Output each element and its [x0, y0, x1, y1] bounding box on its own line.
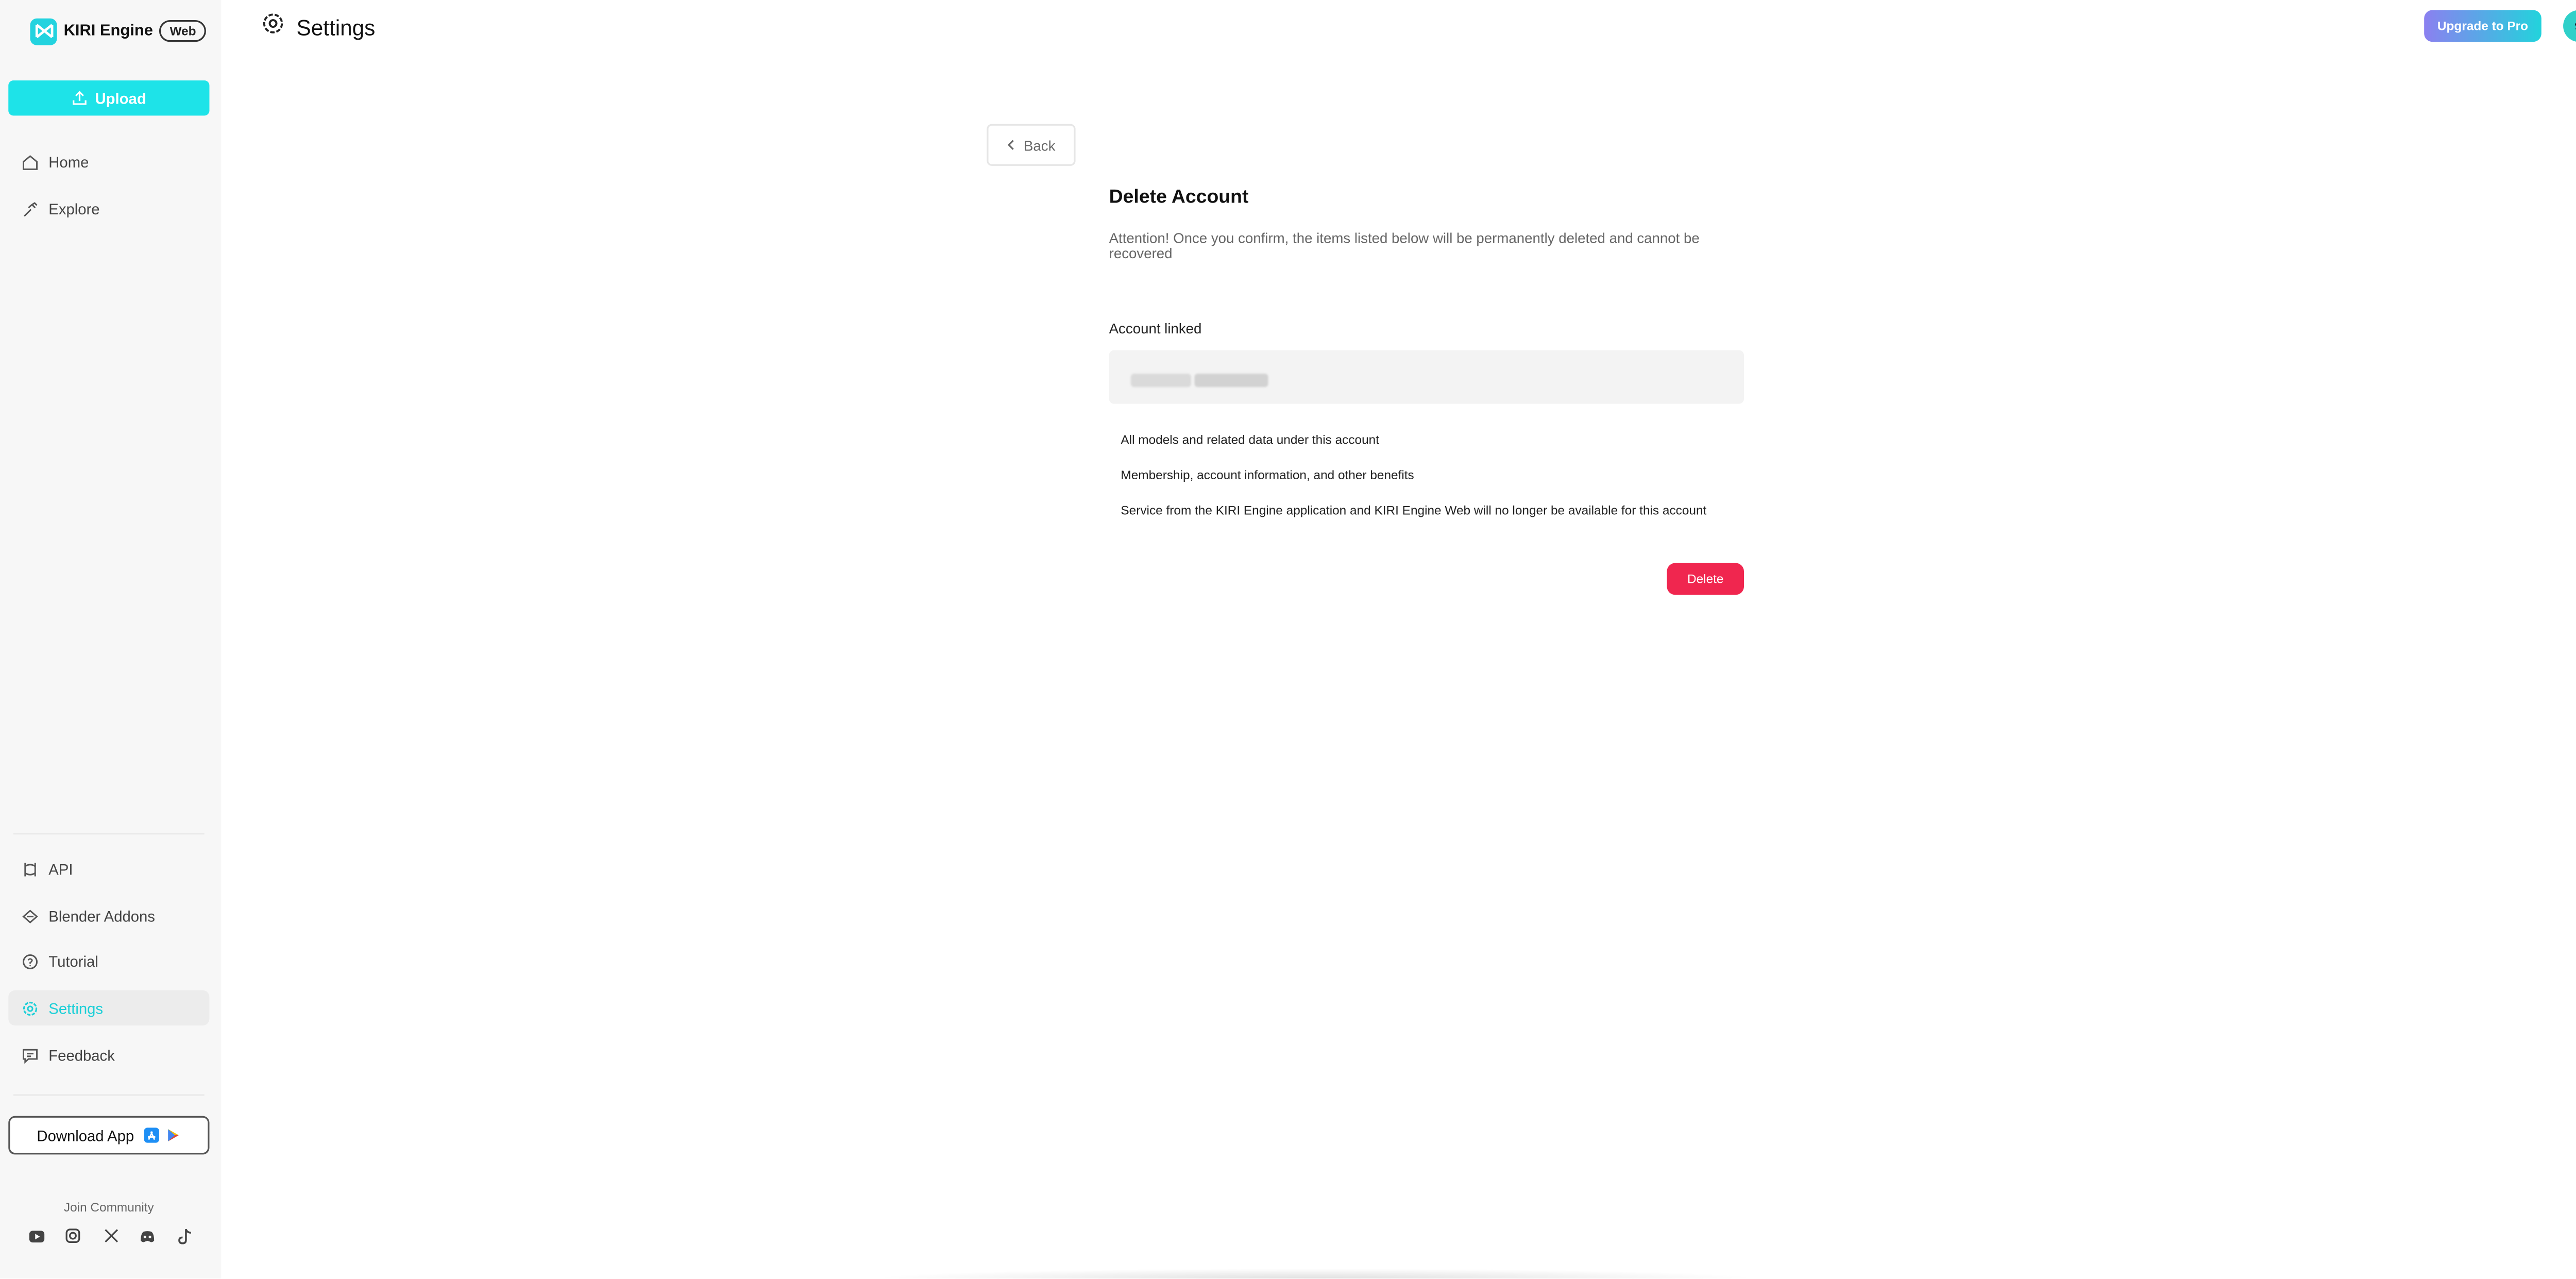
deletion-item: Service from the KIRI Engine application and KIRI Engine Web will no longer be available for this account [1121, 502, 1707, 518]
x-icon[interactable] [101, 1226, 120, 1245]
bottom-shadow [871, 1269, 1759, 1279]
sidebar-item-label: Settings [48, 999, 104, 1017]
sidebar-item-label: API [48, 860, 73, 878]
discord-icon[interactable] [139, 1226, 157, 1245]
google-play-icon [166, 1127, 181, 1142]
deletion-item: Membership, account information, and other benefits [1121, 467, 1414, 483]
sidebar-item-feedback[interactable] [8, 1037, 209, 1072]
feedback-icon [20, 1046, 39, 1064]
sidebar-item-label: Home [48, 153, 89, 171]
page-title: Settings [296, 15, 376, 41]
redacted-account-text [1131, 374, 1191, 387]
attention-text: Attention! Once you confirm, the items listed below will be permanently deleted and cannot be recovered [1109, 229, 1700, 262]
api-icon [20, 860, 39, 878]
gear-icon [261, 12, 285, 44]
puzzle-icon [20, 906, 39, 925]
upgrade-to-pro-button[interactable]: Upgrade to Pro [2424, 10, 2541, 42]
sidebar-item-label: Feedback [48, 1046, 115, 1064]
sidebar-item-blender-addons[interactable] [8, 898, 209, 933]
avatar[interactable] [2563, 10, 2576, 42]
sidebar-item-label: Tutorial [48, 952, 98, 970]
sidebar [0, 0, 221, 1278]
brand-badge: Web [160, 20, 206, 42]
upload-label: Upload [95, 89, 146, 107]
page-header [261, 12, 375, 44]
app-store-icon [144, 1127, 159, 1142]
explore-icon [20, 199, 39, 218]
deletion-item: All models and related data under this account [1121, 432, 1380, 448]
sidebar-divider [13, 1094, 205, 1096]
sidebar-item-label: Blender Addons [48, 907, 155, 924]
back-label: Back [1023, 137, 1056, 154]
youtube-icon[interactable] [27, 1226, 45, 1245]
section-title: Delete Account [1109, 188, 1249, 208]
gear-icon [20, 999, 39, 1017]
upload-button[interactable] [8, 80, 209, 115]
upload-icon [72, 91, 87, 106]
social-links [27, 1226, 194, 1245]
delete-button[interactable]: Delete [1667, 563, 1744, 595]
brand-name: KIRI Engine [63, 22, 153, 41]
sidebar-item-explore[interactable] [8, 191, 209, 226]
instagram-icon[interactable] [64, 1226, 82, 1245]
account-linked-field [1109, 350, 1744, 404]
sidebar-item-tutorial[interactable] [8, 944, 209, 979]
account-linked-label: Account linked [1109, 320, 1202, 337]
chevron-left-icon [1007, 137, 1015, 154]
sidebar-item-label: Explore [48, 200, 100, 217]
back-button[interactable] [987, 124, 1075, 166]
download-app-label: Download App [37, 1126, 134, 1144]
help-icon [20, 952, 39, 970]
home-icon [20, 153, 39, 171]
join-community-label: Join Community [63, 1200, 154, 1215]
sidebar-item-settings[interactable] [8, 990, 209, 1025]
kiri-logo-icon [30, 18, 57, 44]
brand[interactable] [30, 17, 206, 45]
sidebar-divider [13, 833, 205, 834]
sidebar-item-api[interactable] [8, 851, 209, 886]
sidebar-item-home[interactable] [8, 144, 209, 179]
download-app-button[interactable] [8, 1116, 209, 1155]
redacted-account-text [1194, 374, 1268, 387]
tiktok-icon[interactable] [176, 1226, 194, 1245]
